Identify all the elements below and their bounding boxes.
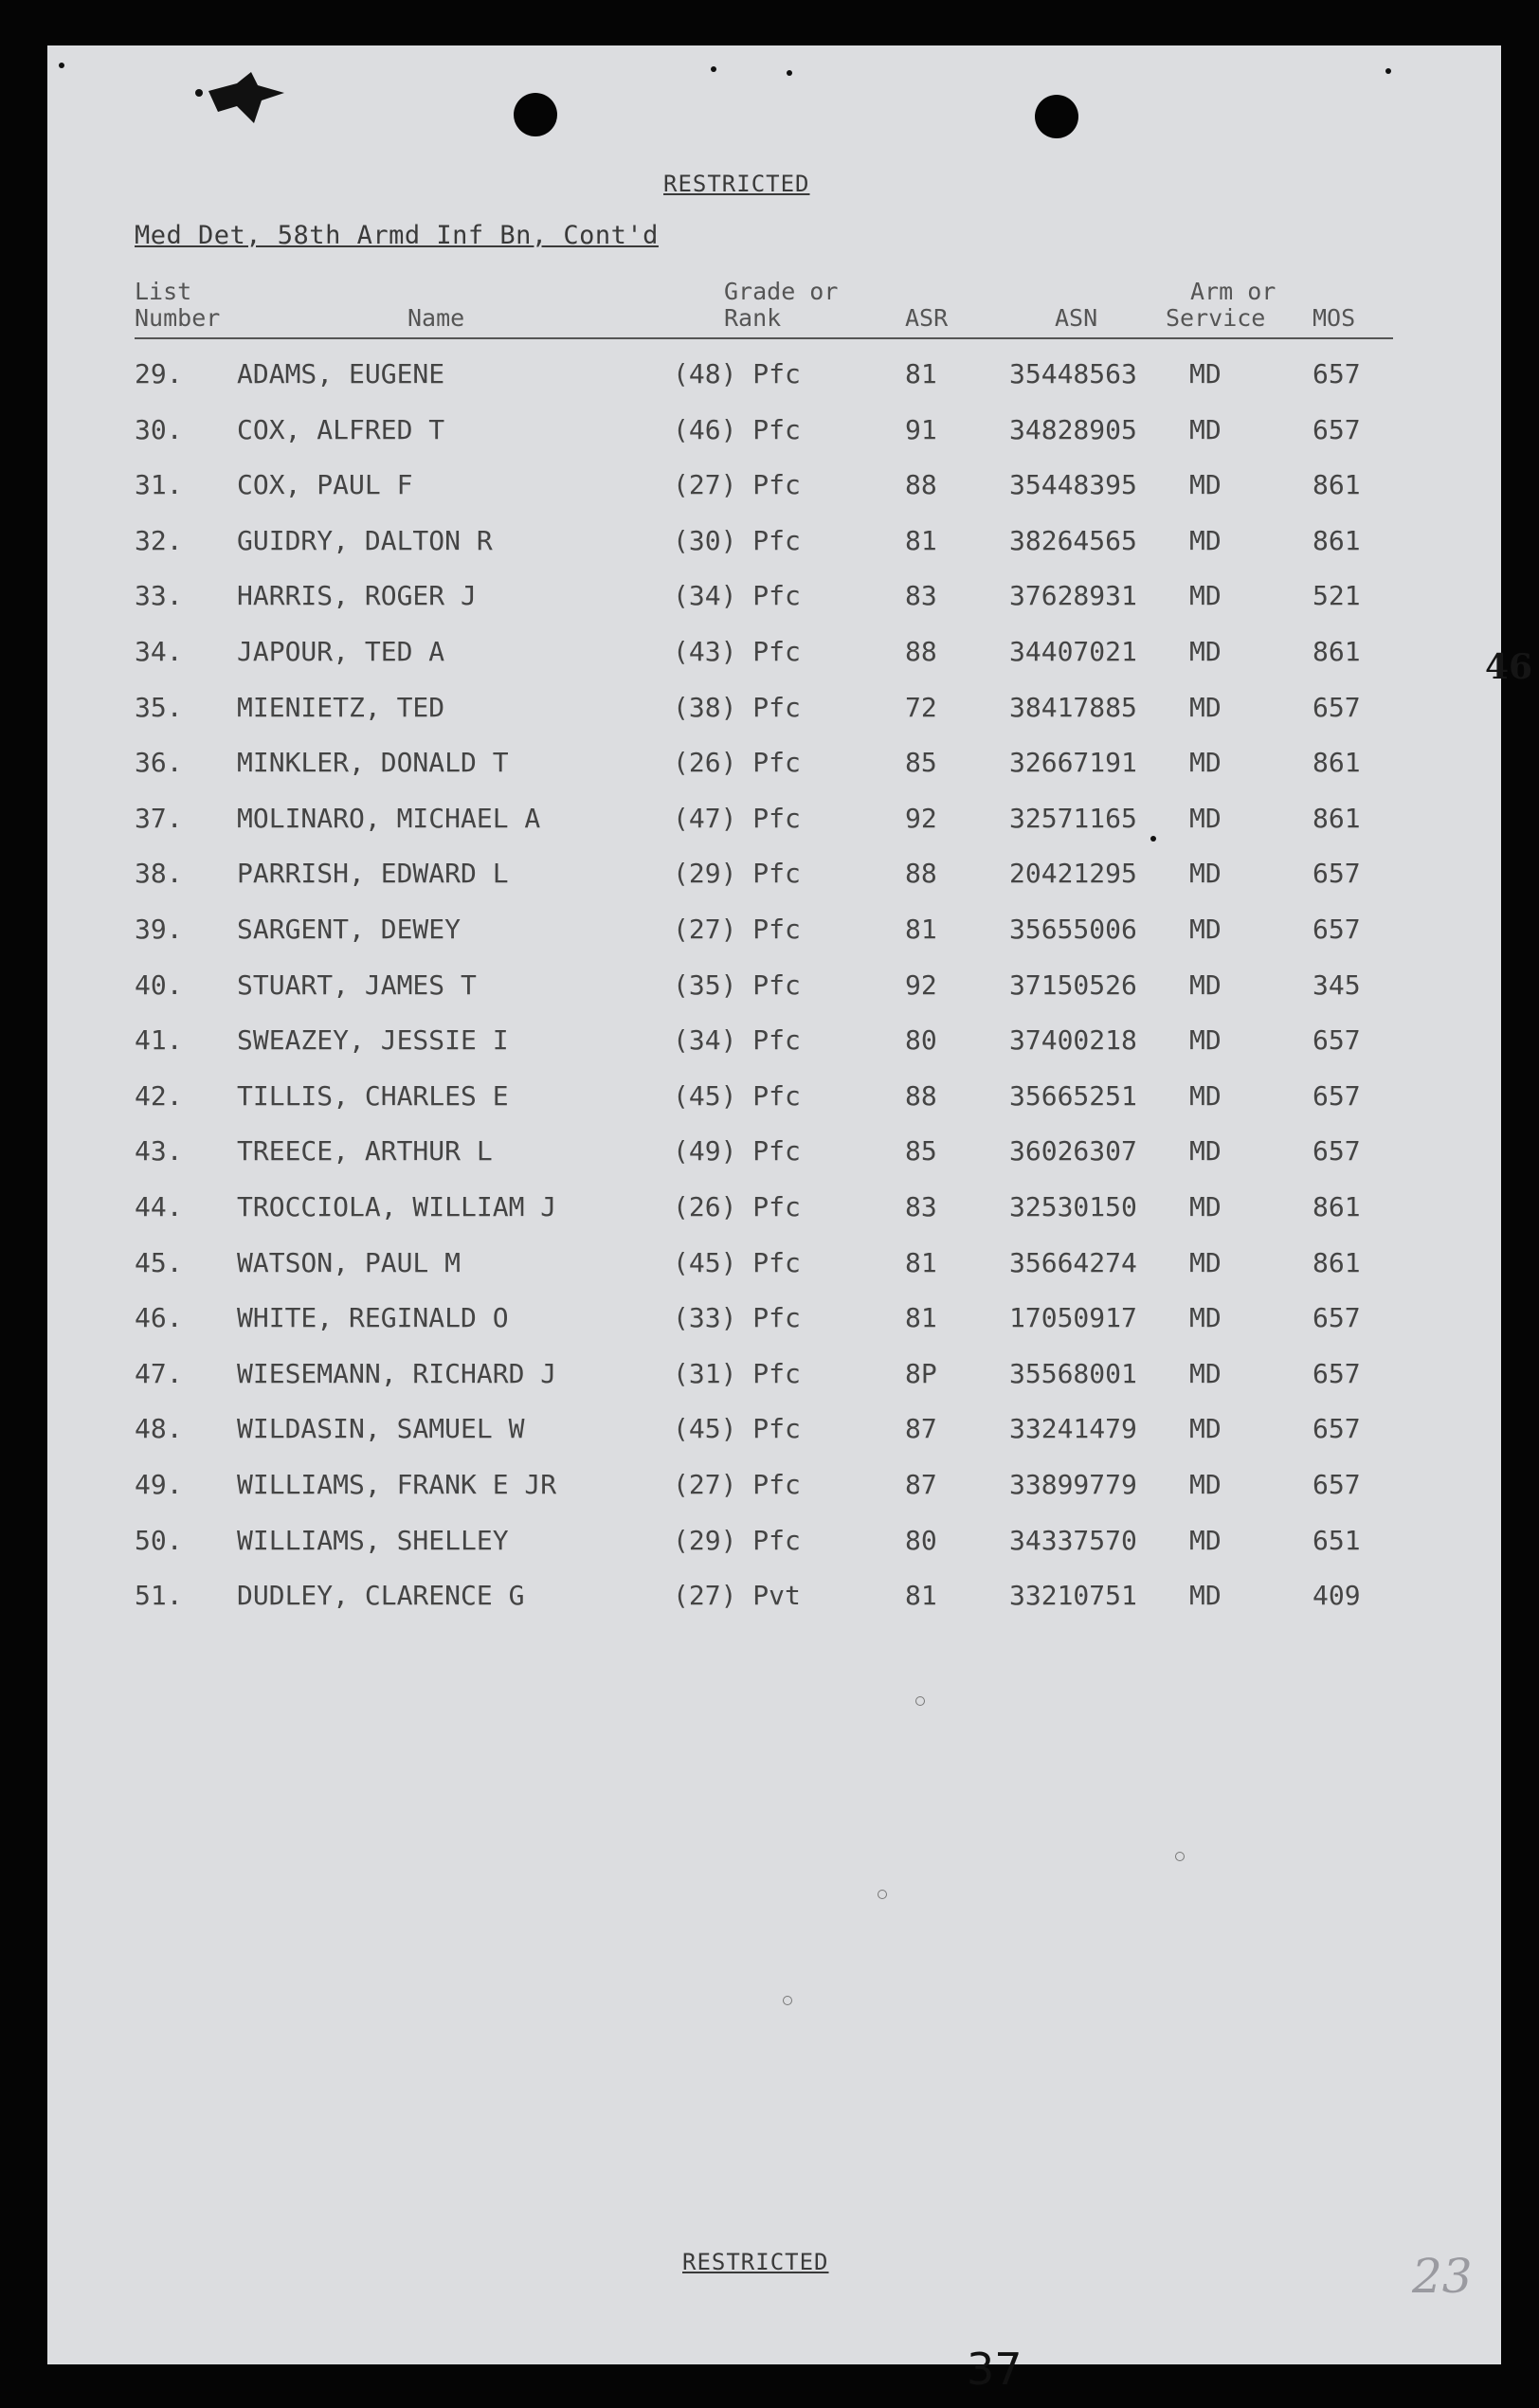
mos-code: 657 (1313, 1135, 1361, 1168)
grade-rank: (27) Pfc (673, 469, 801, 501)
table-row (47, 1302, 1501, 1349)
asr-score: 87 (905, 1469, 937, 1500)
asr-score: 92 (905, 969, 937, 1001)
list-number: 32. (135, 524, 183, 556)
torn-corner-mark (171, 64, 313, 131)
list-number: 45. (135, 1246, 183, 1278)
table-row (47, 692, 1501, 739)
table-row (47, 358, 1501, 406)
asn-number: 35568001 (1009, 1357, 1137, 1389)
list-number: 36. (135, 747, 183, 779)
mos-code: 657 (1313, 1024, 1361, 1057)
soldier-name: WATSON, PAUL M (237, 1246, 462, 1278)
list-number: 30. (135, 413, 183, 445)
mos-code: 861 (1313, 747, 1361, 779)
grade-rank: (34) Pfc (673, 580, 801, 612)
arm-service: MD (1189, 969, 1222, 1001)
soldier-name: JAPOUR, TED A (237, 636, 445, 667)
soldier-name: GUIDRY, DALTON R (237, 524, 493, 556)
asr-score: 81 (905, 1246, 937, 1278)
grade-rank: (48) Pfc (673, 358, 801, 389)
list-number: 41. (135, 1024, 183, 1057)
grade-rank: (27) Pfc (673, 914, 801, 945)
grade-rank: (29) Pfc (673, 858, 801, 890)
list-number: 51. (135, 1580, 183, 1612)
asn-number: 37150526 (1009, 969, 1137, 1001)
asn-number: 35448395 (1009, 469, 1137, 501)
arm-service: MD (1189, 469, 1222, 501)
asn-number: 34828905 (1009, 413, 1137, 445)
mos-code: 861 (1313, 1246, 1361, 1278)
arm-service: MD (1189, 358, 1222, 389)
punch-hole (1035, 95, 1078, 138)
asr-score: 88 (905, 469, 937, 501)
grade-rank: (26) Pfc (673, 747, 801, 779)
arm-service: MD (1189, 1191, 1222, 1222)
asn-number: 17050917 (1009, 1302, 1137, 1334)
arm-service: MD (1189, 802, 1222, 834)
grade-rank: (45) Pfc (673, 1246, 801, 1278)
list-number: 50. (135, 1524, 183, 1556)
table-row (47, 1469, 1501, 1516)
table-row (47, 1135, 1501, 1183)
soldier-name: STUART, JAMES T (237, 969, 477, 1001)
arm-service: MD (1189, 1024, 1222, 1057)
soldier-name: WILDASIN, SAMUEL W (237, 1413, 525, 1445)
grade-rank: (30) Pfc (673, 524, 801, 556)
mos-code: 521 (1313, 580, 1361, 612)
mos-code: 657 (1313, 358, 1361, 389)
col-header-asn: ASN (1055, 304, 1098, 332)
soldier-name: SARGENT, DEWEY (237, 914, 462, 945)
asr-score: 92 (905, 802, 937, 834)
soldier-name: WHITE, REGINALD O (237, 1302, 509, 1334)
list-number: 49. (135, 1469, 183, 1500)
arm-service: MD (1189, 1469, 1222, 1500)
grade-rank: (46) Pfc (673, 413, 801, 445)
asn-number: 35665251 (1009, 1079, 1137, 1112)
mos-code: 861 (1313, 802, 1361, 834)
soldier-name: WIESEMANN, RICHARD J (237, 1357, 557, 1389)
list-number: 33. (135, 580, 183, 612)
soldier-name: TROCCIOLA, WILLIAM J (237, 1191, 557, 1222)
list-number: 44. (135, 1191, 183, 1222)
asn-number: 35664274 (1009, 1246, 1137, 1278)
grade-rank: (47) Pfc (673, 802, 801, 834)
arm-service: MD (1189, 580, 1222, 612)
pencil-note: 23 (1412, 2249, 1473, 2304)
soldier-name: COX, PAUL F (237, 469, 413, 501)
table-row (47, 580, 1501, 627)
soldier-name: WILLIAMS, FRANK E JR (237, 1469, 557, 1500)
col-header-arm: Arm or Service (1166, 278, 1276, 332)
mos-code: 861 (1313, 1191, 1361, 1222)
list-number: 46. (135, 1302, 183, 1334)
arm-service: MD (1189, 747, 1222, 779)
list-number: 43. (135, 1135, 183, 1168)
asr-score: 81 (905, 1302, 937, 1334)
table-row (47, 1358, 1501, 1405)
arm-service: MD (1189, 691, 1222, 723)
grade-rank: (38) Pfc (673, 691, 801, 723)
mos-code: 657 (1313, 1413, 1361, 1445)
speck (1385, 68, 1391, 74)
asn-number: 33210751 (1009, 1580, 1137, 1612)
arm-service: MD (1189, 858, 1222, 890)
grade-rank: (31) Pfc (673, 1357, 801, 1389)
arm-service: MD (1189, 524, 1222, 556)
handwritten-page-number: 37 (967, 2344, 1023, 2395)
table-row (47, 1413, 1501, 1460)
side-page-number: 46 (1485, 647, 1533, 687)
asr-score: 81 (905, 524, 937, 556)
table-row (47, 1247, 1501, 1295)
asr-score: 91 (905, 413, 937, 445)
grade-rank: (43) Pfc (673, 636, 801, 667)
grade-rank: (45) Pfc (673, 1413, 801, 1445)
table-row (47, 1191, 1501, 1239)
list-number: 35. (135, 691, 183, 723)
soldier-name: TREECE, ARTHUR L (237, 1135, 493, 1168)
soldier-name: COX, ALFRED T (237, 413, 445, 445)
table-row (47, 914, 1501, 961)
col-header-asr: ASR (905, 304, 949, 332)
asn-number: 34407021 (1009, 636, 1137, 667)
soldier-name: MOLINARO, MICHAEL A (237, 802, 541, 834)
soldier-name: ADAMS, EUGENE (237, 358, 445, 389)
mos-code: 345 (1313, 969, 1361, 1001)
asn-number: 37628931 (1009, 580, 1137, 612)
soldier-name: WILLIAMS, SHELLEY (237, 1524, 509, 1556)
table-row (47, 969, 1501, 1017)
asn-number: 33241479 (1009, 1413, 1137, 1445)
classification-footer: RESTRICTED (682, 2249, 829, 2275)
arm-service: MD (1189, 1302, 1222, 1334)
list-number: 42. (135, 1079, 183, 1112)
arm-service: MD (1189, 1246, 1222, 1278)
classification-header: RESTRICTED (663, 171, 810, 197)
soldier-name: MINKLER, DONALD T (237, 747, 509, 779)
list-number: 39. (135, 914, 183, 945)
asn-number: 35448563 (1009, 358, 1137, 389)
mos-code: 657 (1313, 1079, 1361, 1112)
asr-score: 88 (905, 858, 937, 890)
mos-code: 861 (1313, 469, 1361, 501)
list-number: 40. (135, 969, 183, 1001)
asr-score: 8P (905, 1357, 937, 1389)
asn-number: 38417885 (1009, 691, 1137, 723)
mos-code: 657 (1313, 413, 1361, 445)
table-row (47, 1080, 1501, 1128)
punch-hole (514, 93, 557, 136)
arm-service: MD (1189, 1079, 1222, 1112)
asr-score: 87 (905, 1413, 937, 1445)
list-number: 37. (135, 802, 183, 834)
table-row (47, 525, 1501, 572)
speck (783, 1996, 792, 2005)
speck (878, 1890, 887, 1899)
mos-code: 409 (1313, 1580, 1361, 1612)
arm-service: MD (1189, 636, 1222, 667)
asn-number: 32571165 (1009, 802, 1137, 834)
arm-service: MD (1189, 1135, 1222, 1168)
table-row (47, 803, 1501, 850)
arm-service: MD (1189, 1580, 1222, 1612)
asn-number: 32530150 (1009, 1191, 1137, 1222)
soldier-name: PARRISH, EDWARD L (237, 858, 509, 890)
grade-rank: (27) Pfc (673, 1469, 801, 1500)
grade-rank: (29) Pfc (673, 1524, 801, 1556)
unit-title: Med Det, 58th Armd Inf Bn, Cont'd (135, 221, 659, 250)
asr-score: 88 (905, 1079, 937, 1112)
mos-code: 657 (1313, 1357, 1361, 1389)
document-page (47, 45, 1533, 2395)
table-row (47, 1525, 1501, 1572)
arm-service: MD (1189, 1413, 1222, 1445)
list-number: 34. (135, 636, 183, 667)
asn-number: 35655006 (1009, 914, 1137, 945)
list-number: 47. (135, 1357, 183, 1389)
asr-score: 80 (905, 1524, 937, 1556)
mos-code: 657 (1313, 914, 1361, 945)
asr-score: 88 (905, 636, 937, 667)
arm-service: MD (1189, 1524, 1222, 1556)
col-header-name: Name (407, 304, 465, 332)
speck (787, 70, 792, 76)
list-number: 29. (135, 358, 183, 389)
mos-code: 657 (1313, 691, 1361, 723)
grade-rank: (27) Pvt (673, 1580, 801, 1612)
asn-number: 20421295 (1009, 858, 1137, 890)
col-header-list-number: List Number (135, 278, 221, 332)
col-header-mos: MOS (1313, 304, 1356, 332)
asr-score: 81 (905, 914, 937, 945)
list-number: 38. (135, 858, 183, 890)
asn-number: 33899779 (1009, 1469, 1137, 1500)
grade-rank: (49) Pfc (673, 1135, 801, 1168)
col-header-grade: Grade or Rank (724, 278, 839, 332)
table-row (47, 636, 1501, 683)
table-row (47, 1024, 1501, 1072)
asr-score: 85 (905, 747, 937, 779)
table-row (47, 469, 1501, 516)
arm-service: MD (1189, 1357, 1222, 1389)
speck (915, 1696, 925, 1706)
grade-rank: (33) Pfc (673, 1302, 801, 1334)
table-row (47, 414, 1501, 462)
table-row (47, 858, 1501, 905)
grade-rank: (26) Pfc (673, 1191, 801, 1222)
asr-score: 85 (905, 1135, 937, 1168)
table-row (47, 747, 1501, 794)
soldier-name: TILLIS, CHARLES E (237, 1079, 509, 1112)
mos-code: 861 (1313, 636, 1361, 667)
asn-number: 32667191 (1009, 747, 1137, 779)
soldier-name: MIENIETZ, TED (237, 691, 445, 723)
asn-number: 34337570 (1009, 1524, 1137, 1556)
asr-score: 83 (905, 1191, 937, 1222)
table-row (47, 1580, 1501, 1627)
soldier-name: HARRIS, ROGER J (237, 580, 477, 612)
asn-number: 37400218 (1009, 1024, 1137, 1057)
asr-score: 83 (905, 580, 937, 612)
soldier-name: SWEAZEY, JESSIE I (237, 1024, 509, 1057)
asr-score: 81 (905, 358, 937, 389)
soldier-name: DUDLEY, CLARENCE G (237, 1580, 525, 1612)
asr-score: 72 (905, 691, 937, 723)
asn-number: 36026307 (1009, 1135, 1137, 1168)
mos-code: 657 (1313, 858, 1361, 890)
list-number: 48. (135, 1413, 183, 1445)
list-number: 31. (135, 469, 183, 501)
asr-score: 80 (905, 1024, 937, 1057)
grade-rank: (35) Pfc (673, 969, 801, 1001)
grade-rank: (45) Pfc (673, 1079, 801, 1112)
mos-code: 861 (1313, 524, 1361, 556)
header-underline (135, 337, 1393, 339)
arm-service: MD (1189, 413, 1222, 445)
arm-service: MD (1189, 914, 1222, 945)
speck (59, 63, 64, 68)
asr-score: 81 (905, 1580, 937, 1612)
mos-code: 657 (1313, 1469, 1361, 1500)
asn-number: 38264565 (1009, 524, 1137, 556)
mos-code: 657 (1313, 1302, 1361, 1334)
grade-rank: (34) Pfc (673, 1024, 801, 1057)
speck (1175, 1852, 1185, 1861)
speck (711, 66, 716, 72)
mos-code: 651 (1313, 1524, 1361, 1556)
